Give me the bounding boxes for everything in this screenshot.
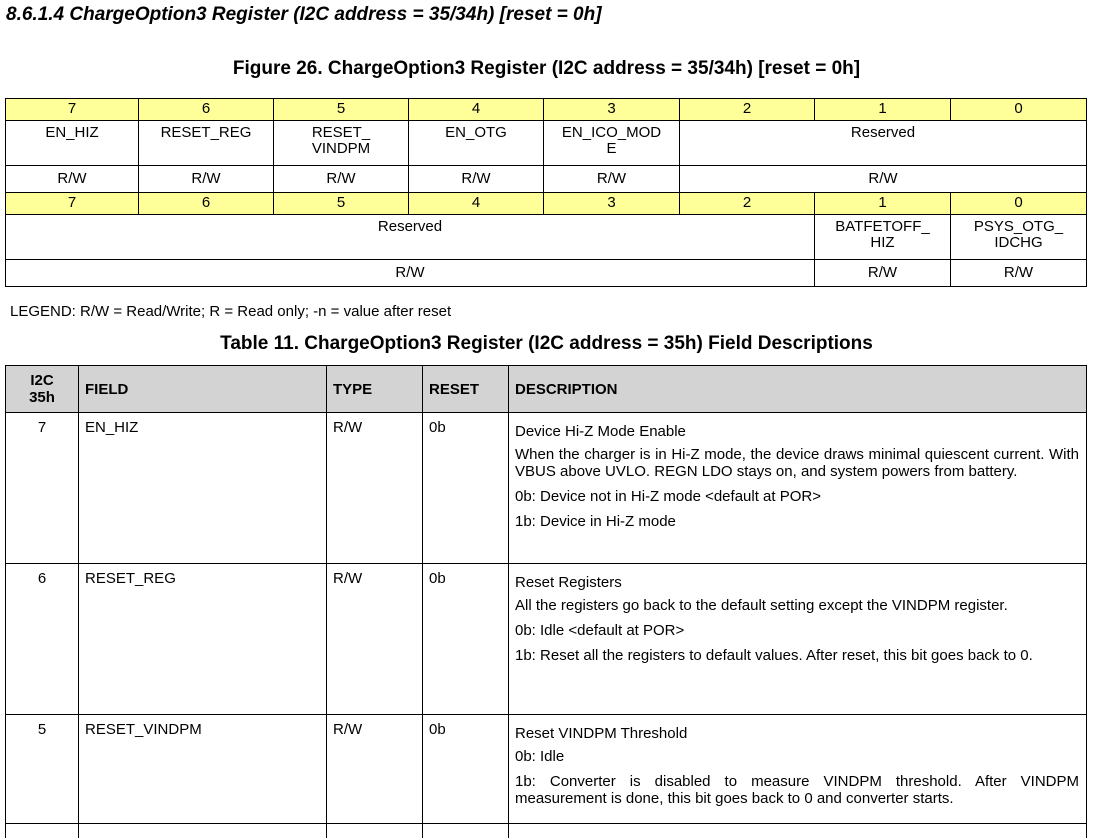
description-option: 0b: Idle <default at POR> [515, 622, 1079, 639]
bit-number: 5 [274, 193, 409, 215]
low-byte-bit-row [6, 193, 1087, 215]
field-reserved: Reserved [680, 121, 1087, 166]
bit-number: 4 [409, 193, 544, 215]
figure-title: Figure 26. ChargeOption3 Register (I2C address = 35/34h) [reset = 0h] [0, 58, 1093, 80]
field-cell: RESET_REG [79, 564, 327, 715]
field-psys-otg-idchg: PSYS_OTG_ IDCHG [951, 215, 1087, 260]
field-en-ico-mode: EN_ICO_MOD E [544, 121, 680, 166]
description-option: 1b: Reset all the registers to default values. After reset, this bit goes back to 0. [515, 647, 1079, 664]
description-text: All the registers go back to the default setting except the VINDPM register. [515, 597, 1079, 614]
field-reserved: Reserved [6, 215, 815, 260]
bit-number: 1 [815, 99, 951, 121]
field-cell: EN_HIZ [79, 413, 327, 564]
access-type: R/W [6, 260, 815, 287]
field-cell [79, 824, 327, 838]
field-batfetoff-hiz: BATFETOFF_ HIZ [815, 215, 951, 260]
bit-cell [6, 824, 79, 838]
high-byte-access-row [6, 166, 1087, 193]
header-description: DESCRIPTION [509, 366, 1087, 413]
access-type: R/W [274, 166, 409, 193]
bit-number: 3 [544, 99, 680, 121]
header-type: TYPE [327, 366, 423, 413]
register-map [5, 98, 1087, 287]
access-type: R/W [139, 166, 274, 193]
description-text: When the charger is in Hi-Z mode, the device draws minimal quiescent current. With VBUS above UVLO. REGN LDO stays on, and system powers from battery. [515, 446, 1079, 480]
description-cell [509, 564, 1087, 715]
bit-number: 6 [139, 193, 274, 215]
bit-cell: 7 [6, 413, 79, 564]
description-option: 0b: Idle [515, 748, 1079, 765]
bit-number: 7 [6, 193, 139, 215]
description-title: Reset Registers [515, 574, 1079, 591]
header-i2c: I2C 35h [6, 366, 79, 413]
access-type: R/W [6, 166, 139, 193]
high-byte-field-row [6, 121, 1087, 166]
access-type: R/W [680, 166, 1087, 193]
low-byte-field-row [6, 215, 1087, 260]
bit-number: 6 [139, 99, 274, 121]
bit-number: 2 [680, 193, 815, 215]
table-row [6, 715, 1087, 824]
table-header-row [6, 366, 1087, 413]
high-byte-bit-row [6, 99, 1087, 121]
bit-number: 4 [409, 99, 544, 121]
access-type: R/W [409, 166, 544, 193]
description-cell [509, 824, 1087, 838]
description-cell [509, 413, 1087, 564]
header-reset: RESET [423, 366, 509, 413]
type-cell: R/W [327, 413, 423, 564]
bit-number: 5 [274, 99, 409, 121]
description-option: 1b: Converter is disabled to measure VINDPM threshold. After VINDPM measurement is done, this bit goes back to 0 and converter starts. [515, 773, 1079, 807]
reset-cell: 0b [423, 715, 509, 824]
field-en-hiz: EN_HIZ [6, 121, 139, 166]
access-type: R/W [951, 260, 1087, 287]
access-type: R/W [544, 166, 680, 193]
legend: LEGEND: R/W = Read/Write; R = Read only; -n = value after reset [10, 303, 451, 320]
table-row [6, 564, 1087, 715]
description-option: 1b: Device in Hi-Z mode [515, 513, 1079, 530]
table-title: Table 11. ChargeOption3 Register (I2C address = 35h) Field Descriptions [0, 333, 1093, 355]
type-cell: R/W [327, 715, 423, 824]
field-reset-reg: RESET_REG [139, 121, 274, 166]
field-cell: RESET_VINDPM [79, 715, 327, 824]
access-type: R/W [815, 260, 951, 287]
reset-cell [423, 824, 509, 838]
bit-number: 7 [6, 99, 139, 121]
description-option: 0b: Device not in Hi-Z mode <default at POR> [515, 488, 1079, 505]
table-row-continued [6, 824, 1087, 838]
bit-number: 2 [680, 99, 815, 121]
description-title: Device Hi-Z Mode Enable [515, 423, 1079, 440]
reset-cell: 0b [423, 413, 509, 564]
table-row [6, 413, 1087, 564]
bit-number: 3 [544, 193, 680, 215]
header-field: FIELD [79, 366, 327, 413]
description-cell [509, 715, 1087, 824]
low-byte-access-row [6, 260, 1087, 287]
description-title: Reset VINDPM Threshold [515, 725, 1079, 742]
field-en-otg: EN_OTG [409, 121, 544, 166]
field-reset-vindpm: RESET_ VINDPM [274, 121, 409, 166]
bit-cell: 5 [6, 715, 79, 824]
type-cell [327, 824, 423, 838]
section-title: 8.6.1.4 ChargeOption3 Register (I2C address = 35/34h) [reset = 0h] [6, 4, 602, 26]
field-description-table [5, 365, 1087, 838]
reset-cell: 0b [423, 564, 509, 715]
bit-number: 0 [951, 99, 1087, 121]
bit-number: 1 [815, 193, 951, 215]
type-cell: R/W [327, 564, 423, 715]
bit-number: 0 [951, 193, 1087, 215]
bit-cell: 6 [6, 564, 79, 715]
